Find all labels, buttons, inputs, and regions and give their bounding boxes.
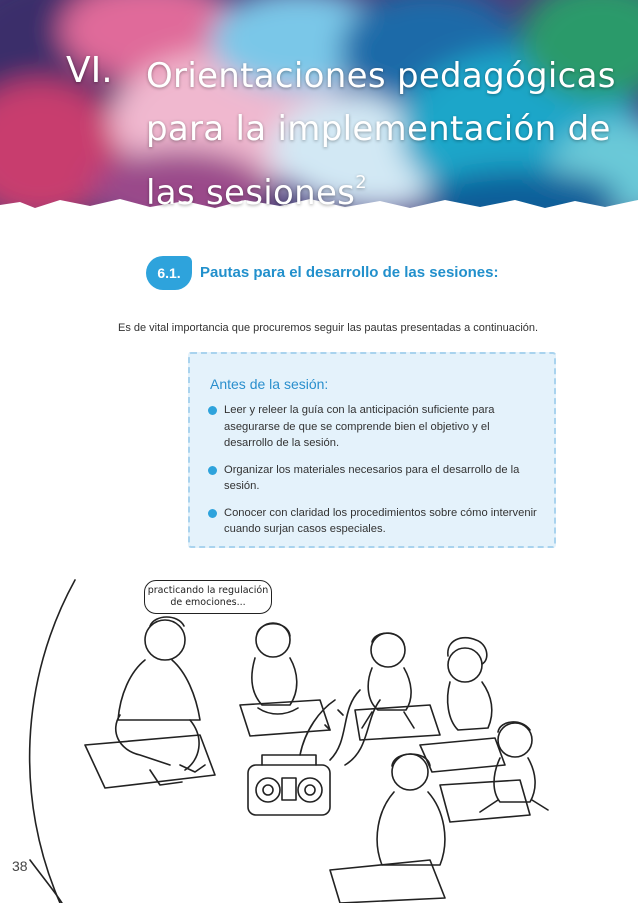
bullet-icon [208, 466, 217, 475]
children-circle-illustration [0, 560, 638, 903]
guidelines-box [188, 352, 556, 548]
guidelines-list [208, 402, 538, 548]
caption-line-1: practicando la regulación [147, 585, 269, 596]
chapter-title-line-1: Orientaciones pedagógicas [146, 56, 616, 96]
list-item [208, 505, 538, 538]
chapter-title-line-3 [146, 156, 616, 220]
header-banner [0, 0, 638, 222]
box-heading: Antes de la sesión: [210, 376, 329, 392]
chapter-title-line-3-text: las sesiones [146, 173, 356, 213]
list-item [208, 402, 538, 452]
list-item-text: Organizar los materiales necesarios para el desarrollo de la sesión. [224, 463, 520, 492]
illustration-caption [144, 580, 272, 614]
chapter-number: VI. [66, 50, 113, 91]
chapter-title-line-2: para la implementación de [146, 109, 611, 149]
footnote-mark: 2 [355, 172, 367, 193]
bullet-icon [208, 406, 217, 415]
chapter-title [146, 50, 616, 220]
intro-paragraph: Es de vital importancia que procuremos seguir las pautas presentadas a continuación. [118, 322, 539, 334]
section-title: Pautas para el desarrollo de las sesiones: [200, 264, 499, 281]
list-item-text: Leer y releer la guía con la anticipación suficiente para asegurarse de que se comprende bien el objetivo y el desarrollo de la sesión. [224, 404, 495, 449]
list-item-text: Conocer con claridad los procedimientos sobre cómo intervenir cuando surjan casos especiales. [224, 506, 537, 535]
list-item [208, 462, 538, 495]
bullet-icon [208, 509, 217, 518]
section-number-badge: 6.1. [146, 256, 192, 290]
page-number: 38 [12, 858, 28, 874]
caption-line-2: de emociones... [170, 597, 246, 608]
